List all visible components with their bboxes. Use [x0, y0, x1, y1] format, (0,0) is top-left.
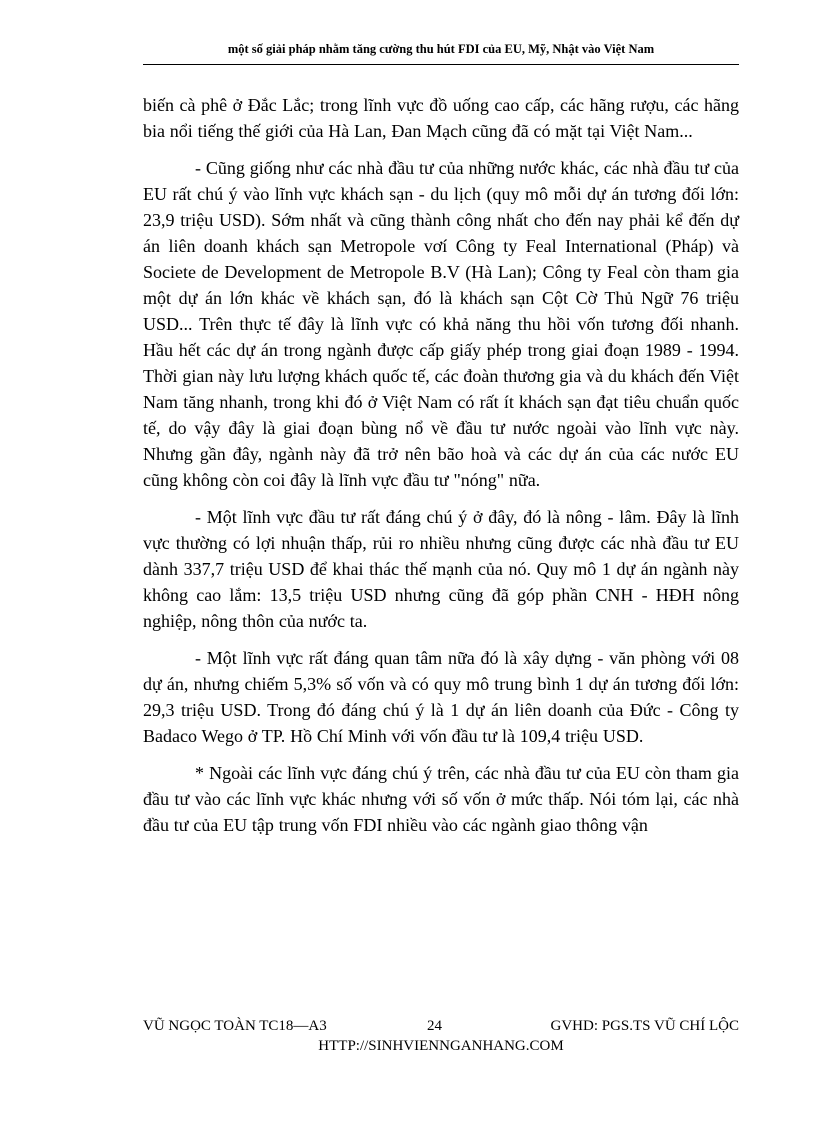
paragraph-summary: * Ngoài các lĩnh vực đáng chú ý trên, các nhà đầu tư của EU còn tham gia đầu tư vào các lĩnh vực khác nhưng với số vốn ở mức thấp. Nói tóm lại, các nhà đầu tư của EU tập trung vốn FDI nhiều vào các ngành giao thông vận — [143, 763, 739, 835]
running-header: một số giải pháp nhằm tăng cường thu hút FDI của EU, Mỹ, Nhật vào Việt Nam — [227, 42, 655, 56]
footer-url: HTTP://SINHVIENNGANHANG.COM — [318, 1038, 564, 1054]
footer-advisor: GVHD: PGS.TS VŨ CHÍ LỘC — [550, 1018, 739, 1034]
page-number: 24 — [427, 1018, 442, 1034]
paragraph-continuation: biến cà phê ở Đắc Lắc; trong lĩnh vực đồ uống cao cấp, các hãng rượu, các hãng bia nổi tiếng thế giới của Hà Lan, Đan Mạch cũng đã có mặt tại Việt Nam... — [143, 95, 739, 141]
paragraph-agriculture-forestry: - Một lĩnh vực đầu tư rất đáng chú ý ở đây, đó là nông - lâm. Đây là lĩnh vực thường có lợi nhuận thấp, rủi ro nhiều nhưng cũng được các nhà đầu tư EU dành 337,7 triệu USD để khai thác thế mạnh của nó. Quy mô 1 dự án ngành này không cao lắm: 13,5 triệu USD nhưng cũng đã góp phần CNH - HĐH nông nghiệp, nông thôn của nước ta. — [143, 507, 739, 631]
footer-author: VŨ NGỌC TOÀN TC18—A3 — [143, 1018, 327, 1034]
paragraph-construction-office: - Một lĩnh vực rất đáng quan tâm nữa đó là xây dựng - văn phòng với 08 dự án, nhưng chiếm 5,3% số vốn và có quy mô trung bình 1 dự án tương đối lớn: 29,3 triệu USD. Trong đó đáng chú ý là 1 dự án liên doanh của Đức - Công ty Badaco Wego ở TP. Hồ Chí Minh với vốn đầu tư là 109,4 triệu USD. — [143, 648, 739, 746]
body-text — [143, 92, 739, 849]
header-divider — [143, 64, 739, 65]
paragraph-hotel-tourism: - Cũng giống như các nhà đầu tư của những nước khác, các nhà đầu tư của EU rất chú ý vào lĩnh vực khách sạn - du lịch (quy mô mỗi dự án tương đối lớn: 23,9 triệu USD). Sớm nhất và cũng thành công nhất cho đến nay phải kể đến dự án liên doanh khách sạn Metropole vơí Công ty Feal International (Pháp) và Societe de Development de Metropole B.V (Hà Lan); Công ty Feal còn tham gia một dự án lớn khác về khách sạn, đó là khách sạn Cột Cờ Thủ Ngữ 76 triệu USD... Trên thực tế đây là lĩnh vực có khả năng thu hồi vốn tương đối nhanh. Hầu hết các dự án trong ngành được cấp giấy phép trong giai đoạn 1989 - 1994. Thời gian này lưu lượng khách quốc tế, các đoàn thương gia và du khách đến Việt Nam tăng nhanh, trong khi đó ở Việt Nam có rất ít khách sạn đạt tiêu chuẩn quốc tế, do vậy đây là giai đoạn bùng nổ về đầu tư nước ngoài vào lĩnh vực này. Nhưng gần đây, ngành này đã trở nên bão hoà và các dự án của các nước EU cũng không còn coi đây là lĩnh vực đầu tư "nóng" nữa. — [143, 158, 739, 490]
page-footer — [143, 1018, 739, 1040]
